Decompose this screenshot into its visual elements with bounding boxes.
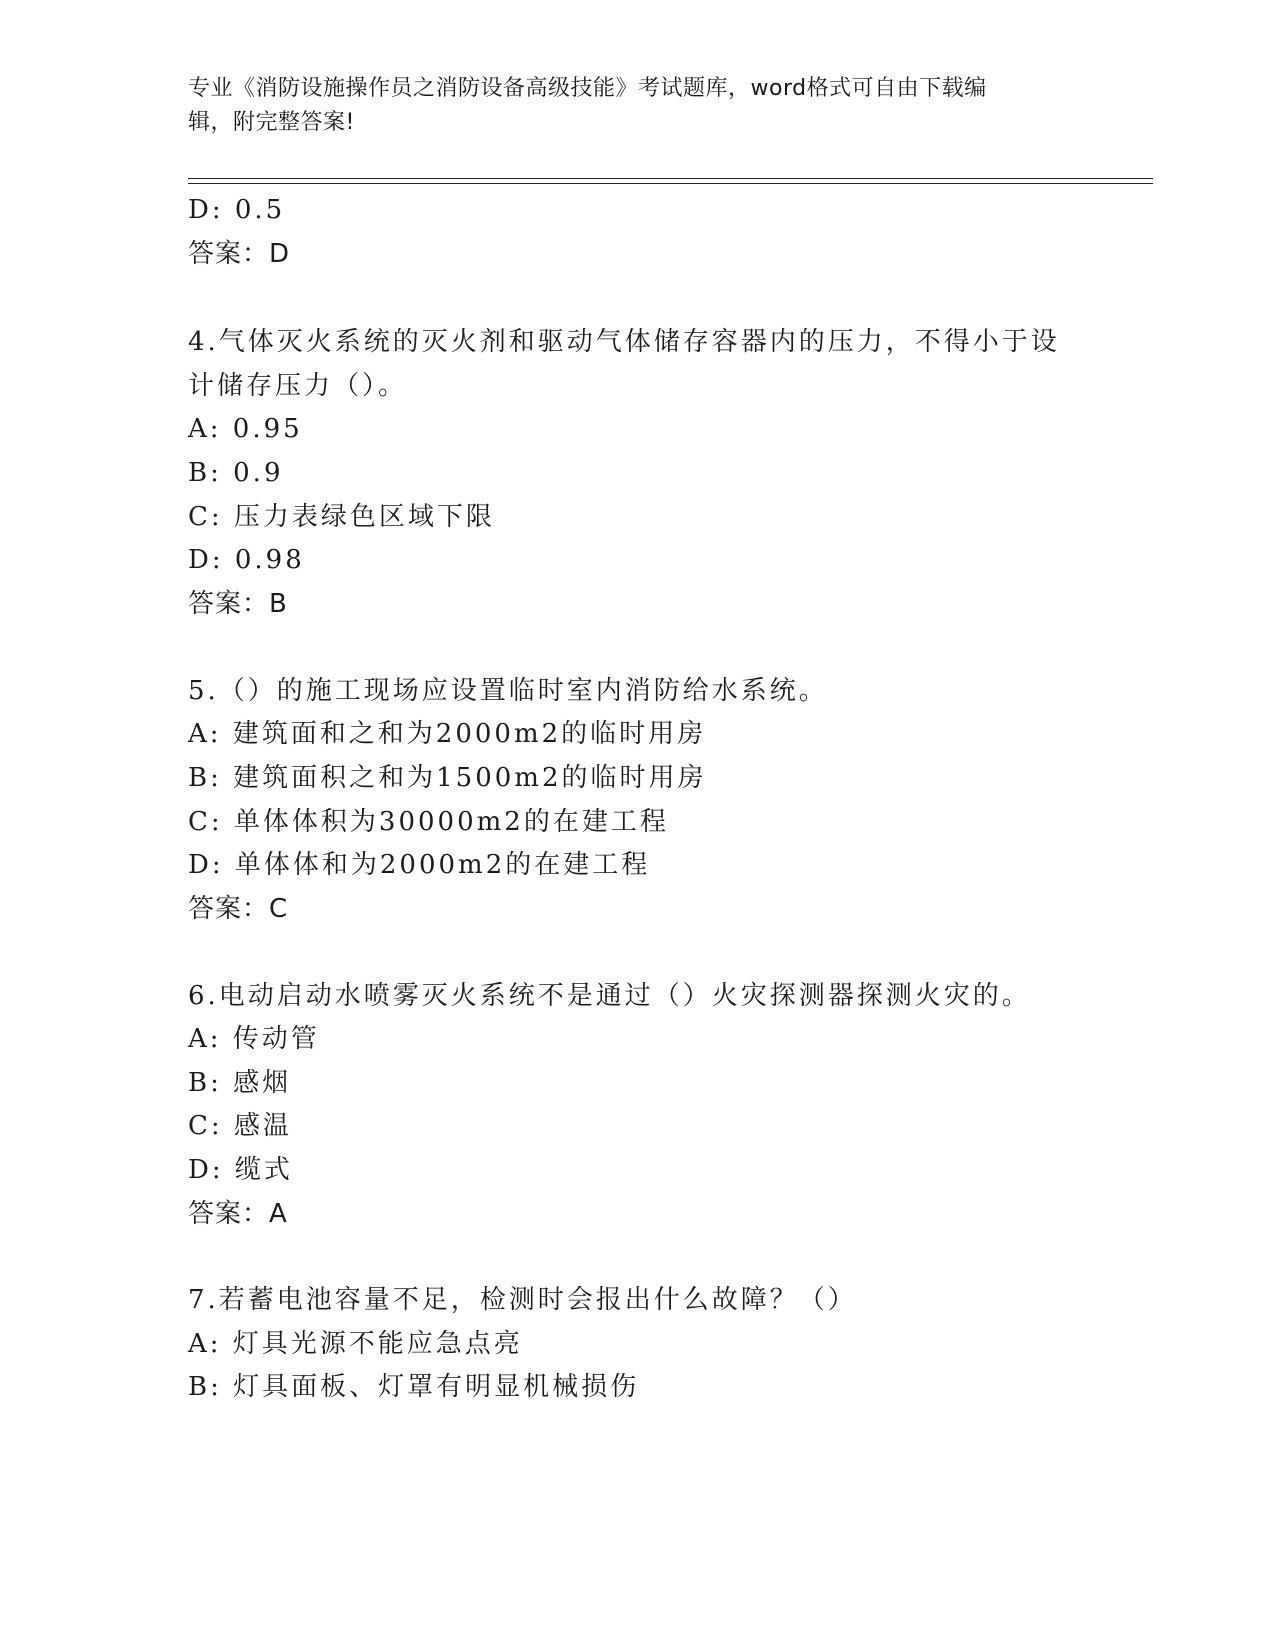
q6-option-c: C: 感温 (188, 1111, 292, 1141)
q4-option-d: D: 0.98 (188, 545, 305, 575)
q7-option-b: B: 灯具面板、灯罩有明显机械损伤 (188, 1372, 640, 1402)
q6-option-a: A: 传动管 (188, 1024, 320, 1054)
q4-answer: 答案：B (188, 589, 288, 619)
document-header (188, 72, 1068, 140)
header-line-1: 专业《消防设施操作员之消防设备高级技能》考试题库，word格式可自由下载编 (188, 76, 987, 101)
q7-stem-line-1: 7.若蓄电池容量不足，检测时会报出什么故障？（） (188, 1285, 857, 1315)
q5-stem-line-1: 5.（）的施工现场应设置临时室内消防给水系统。 (188, 676, 828, 706)
q7-option-a: A: 灯具光源不能应急点亮 (188, 1329, 523, 1359)
header-rule-bottom (188, 183, 1153, 184)
prev-answer: 答案：D (188, 239, 291, 269)
q6-option-b: B: 感烟 (188, 1068, 292, 1098)
q4-option-c: C: 压力表绿色区域下限 (188, 502, 495, 532)
q4-stem-line-2: 计储存压力（）。 (188, 371, 408, 401)
header-rule-top (188, 178, 1153, 179)
q5-option-b: B: 建筑面积之和为1500m2的临时用房 (188, 763, 707, 793)
q6-option-d: D: 缆式 (188, 1155, 293, 1185)
q5-answer: 答案：C (188, 894, 289, 924)
q5-option-a: A: 建筑面和之和为2000m2的临时用房 (188, 719, 707, 749)
prev-option-d: D: 0.5 (188, 195, 286, 225)
q6-answer: 答案：A (188, 1199, 288, 1229)
q4-option-b: B: 0.9 (188, 458, 284, 488)
q4-option-a: A: 0.95 (188, 414, 303, 444)
header-line-2: 辑，附完整答案! (188, 110, 355, 135)
q4-stem-line-1: 4.气体灭火系统的灭火剂和驱动气体储存容器内的压力，不得小于设 (188, 327, 1060, 357)
q5-option-d: D: 单体体和为2000m2的在建工程 (188, 850, 651, 880)
q6-stem-line-1: 6.电动启动水喷雾灭火系统不是通过（）火灾探测器探测火灾的。 (188, 981, 1031, 1011)
q5-option-c: C: 单体体积为30000m2的在建工程 (188, 807, 669, 837)
